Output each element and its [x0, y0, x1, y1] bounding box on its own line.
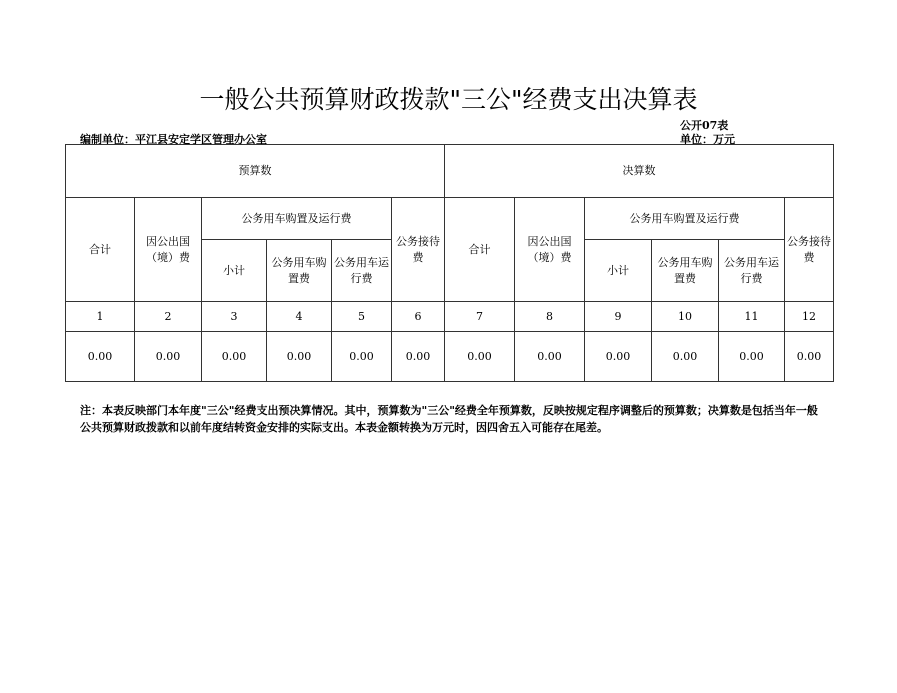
currency-unit: 单位：万元 — [680, 133, 735, 146]
value-cell: 0.00 — [445, 332, 515, 382]
column-number: 10 — [652, 302, 719, 332]
budget-header: 预算数 — [66, 145, 445, 198]
column-number: 8 — [515, 302, 585, 332]
budget-total-header: 合计 — [66, 198, 135, 302]
column-number: 12 — [785, 302, 834, 332]
final-reception-header: 公务接待费 — [785, 198, 834, 302]
column-number: 5 — [332, 302, 392, 332]
value-cell: 0.00 — [202, 332, 267, 382]
column-number: 11 — [719, 302, 785, 332]
budget-abroad-header: 因公出国（境）费 — [135, 198, 202, 302]
value-cell: 0.00 — [135, 332, 202, 382]
value-cell: 0.00 — [392, 332, 445, 382]
budget-vehicle-purchase-header: 公务用车购置费 — [267, 240, 332, 302]
value-cell: 0.00 — [585, 332, 652, 382]
footnote: 注：本表反映部门本年度"三公"经费支出预决算情况。其中，预算数为"三公"经费全年预算数，反映按规定程序调整后的预算数；决算数是包括当年一般公共预算财政拨款和以前年度结转资金安排的实际支出。本表金额转换为万元时，因四舍五入可能存在尾差。 — [80, 404, 818, 434]
value-cell: 0.00 — [652, 332, 719, 382]
budget-vehicle-operation-header: 公务用车运行费 — [332, 240, 392, 302]
column-number: 7 — [445, 302, 515, 332]
final-header: 决算数 — [445, 145, 834, 198]
page-title: 一般公共预算财政拨款"三公"经费支出决算表 — [199, 85, 698, 114]
value-cell: 0.00 — [267, 332, 332, 382]
column-number: 6 — [392, 302, 445, 332]
value-cell: 0.00 — [515, 332, 585, 382]
column-number: 1 — [66, 302, 135, 332]
compiler-unit: 编制单位：平江县安定学区管理办公室 — [80, 133, 267, 146]
final-vehicle-operation-header: 公务用车运行费 — [719, 240, 785, 302]
final-total-header: 合计 — [445, 198, 515, 302]
budget-subtotal-header: 小计 — [202, 240, 267, 302]
value-cell: 0.00 — [66, 332, 135, 382]
final-vehicle-group-header: 公务用车购置及运行费 — [585, 198, 785, 240]
final-subtotal-header: 小计 — [585, 240, 652, 302]
column-number: 3 — [202, 302, 267, 332]
column-number: 4 — [267, 302, 332, 332]
column-number: 2 — [135, 302, 202, 332]
budget-vehicle-group-header: 公务用车购置及运行费 — [202, 198, 392, 240]
three-public-expenditure-table — [65, 144, 834, 382]
form-number: 公开07表 — [680, 119, 729, 132]
column-number: 9 — [585, 302, 652, 332]
final-vehicle-purchase-header: 公务用车购置费 — [652, 240, 719, 302]
value-cell: 0.00 — [332, 332, 392, 382]
final-abroad-header: 因公出国（境）费 — [515, 198, 585, 302]
budget-reception-header: 公务接待费 — [392, 198, 445, 302]
value-cell: 0.00 — [719, 332, 785, 382]
value-cell: 0.00 — [785, 332, 834, 382]
